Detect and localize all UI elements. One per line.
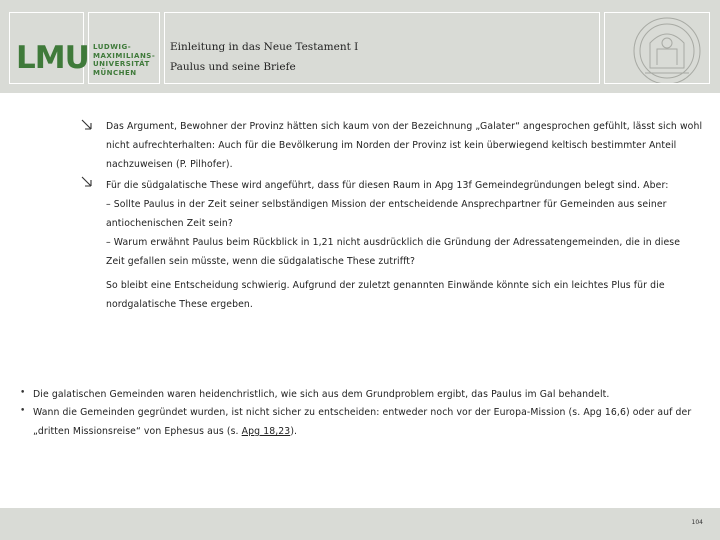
argument-line-3: nachzuweisen (P. Pilhofer). xyxy=(106,159,233,170)
south-thesis-line-1: Für die südgalatische These wird angeführt, dass für diesen Raum in Apg 13f Gemeindegründungen belegt sind. Aber: xyxy=(106,180,669,191)
south-thesis-line-4: – Warum erwähnt Paulus beim Rückblick in 1,21 nicht ausdrücklich die Gründung der Adressatengemeinden, die in diese xyxy=(106,237,681,248)
conclusion-line-1: So bleibt eine Entscheidung schwierig. Aufgrund der zuletzt genannten Einwände könnte sich ein leichtes Plus für die xyxy=(106,280,665,291)
footer-bar xyxy=(0,508,720,540)
south-thesis-line-2: – Sollte Paulus in der Zeit seiner selbständigen Mission der entscheidende Ansprechpartner für Gemeinden aus seiner xyxy=(106,199,667,210)
university-name: LUDWIG- MAXIMILIANS- UNIVERSITÄT MÜNCHEN xyxy=(93,43,156,77)
lmu-logo: LMU xyxy=(16,40,89,76)
south-thesis-line-3: antiochenischen Zeit sein? xyxy=(106,218,233,229)
argument-line-2: nicht aufrechterhalten: Auch für die Bevölkerung im Norden der Provinz ist kein überwiegend keltisch bestimmter Anteil xyxy=(106,140,677,151)
apg-link[interactable]: Apg 18,23 xyxy=(241,426,291,437)
page-number: 104 xyxy=(691,519,703,526)
bullet-2-line-2: „dritten Missionsreise“ von Ephesus aus (s. Apg 18,23). xyxy=(33,426,298,437)
argument-line-1: Das Argument, Bewohner der Provinz hätten sich kaum von der Bezeichnung „Galater“ angesprochen gefühlt, lässt sich wohl xyxy=(106,121,703,132)
arrow-bullet-icon xyxy=(80,118,94,132)
course-title: Einleitung in das Neue Testament I xyxy=(170,41,359,53)
arrow-bullet-icon xyxy=(80,175,94,189)
south-thesis-line-5: Zeit gefallen sein müsste, wenn die südgalatische These zutrifft? xyxy=(106,256,416,267)
bullet-icon: • xyxy=(20,406,26,416)
conclusion-line-2: nordgalatische These ergeben. xyxy=(106,299,253,310)
bullet-icon: • xyxy=(20,388,26,398)
bullet-2-line-1: Wann die Gemeinden gegründet wurden, ist nicht sicher zu entscheiden: entweder noch vor der Europa-Mission (s. Apg 16,6) oder auf der xyxy=(33,407,692,418)
course-subtitle: Paulus und seine Briefe xyxy=(170,61,296,73)
bullet-1-line-1: Die galatischen Gemeinden waren heidenchristlich, wie sich aus dem Grundproblem ergibt, das Paulus im Gal behandelt. xyxy=(33,389,610,400)
